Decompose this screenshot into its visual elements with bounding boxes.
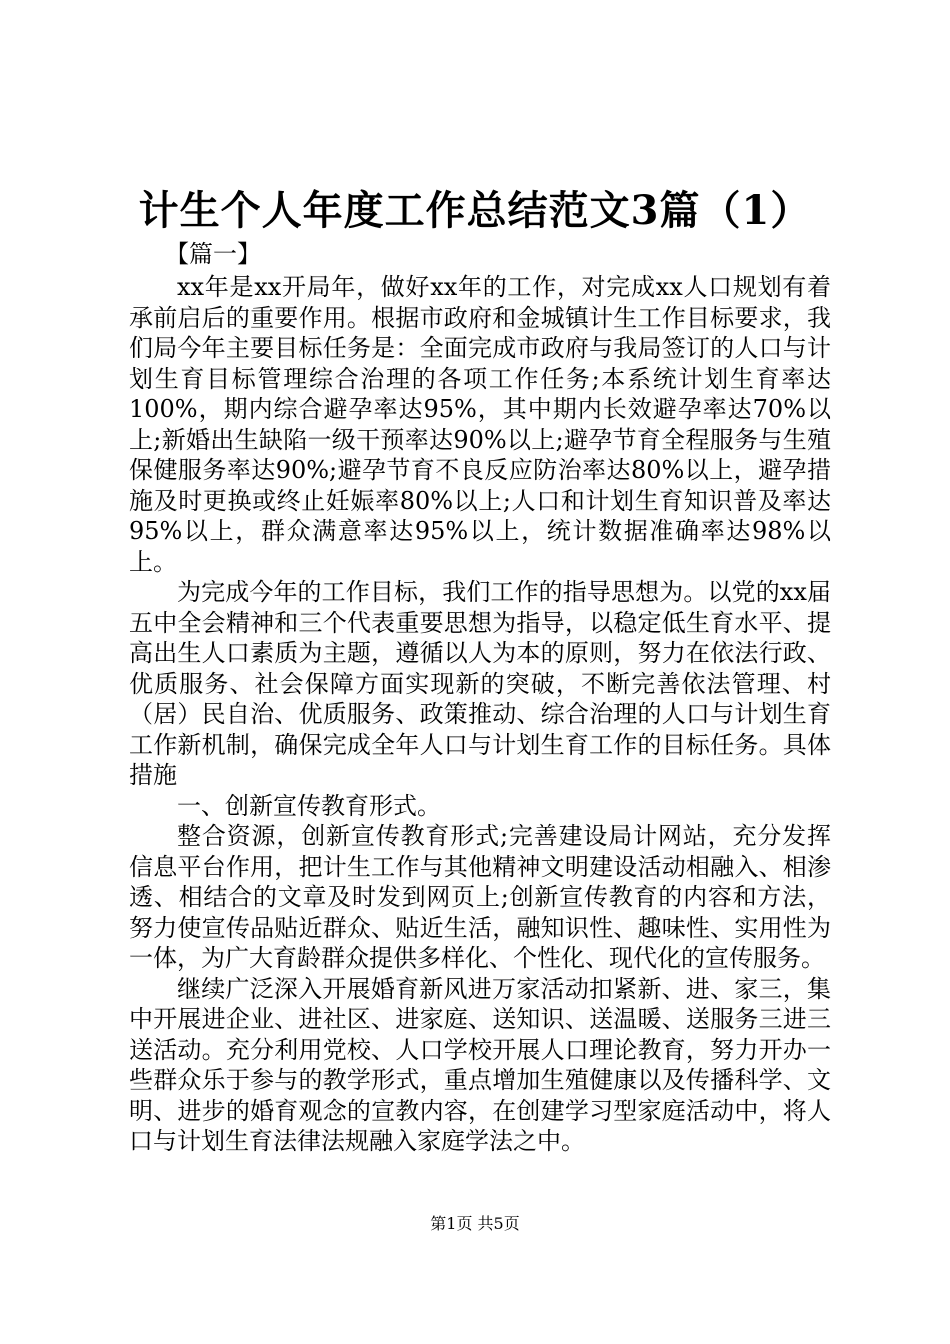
paragraph: 继续广泛深入开展婚育新风进万家活动扣紧新、进、家三，集中开展进企业、进社区、进家庭、送知识、送温暖、送服务三进三送活动。充分利用党校、人口学校开展人口理论教育，努力开办一些群众乐于参与的教学形式，重点增加生殖健康以及传播科学、文明、进步的婚育观念的宣教内容，在创建学习型家庭活动中，将人口与计划生育法律法规融入家庭学法之中。	[129, 974, 831, 1155]
paragraph: 整合资源，创新宣传教育形式;完善建设局计网站，充分发挥信息平台作用，把计生工作与其他精神文明建设活动相融入、相渗透、相结合的文章及时发到网页上;创新宣传教育的内容和方法，努力使宣传品贴近群众、贴近生活，融知识性、趣味性、实用性为一体，为广大育龄群众提供多样化、个性化、现代化的宣传服务。	[129, 822, 831, 972]
paragraph: 为完成今年的工作目标，我们工作的指导思想为。以党的xx届五中全会精神和三个代表重要思想为指导，以稳定低生育水平、提高出生人口素质为主题，遵循以人为本的原则，努力在依法行政、优质服务、社会保障方面实现新的突破，不断完善依法管理、村（居）民自治、优质服务、政策推动、综合治理的人口与计划生育工作新机制，确保完成全年人口与计划生育工作的目标任务。具体措施	[129, 578, 831, 789]
paragraph: xx年是xx开局年，做好xx年的工作，对完成xx人口规划有着承前启后的重要作用。根据市政府和金城镇计生工作目标要求，我们局今年主要目标任务是：全面完成市政府与我局签订的人口与计划生育目标管理综合治理的各项工作任务;本系统计划生育率达100%，期内综合避孕率达95%，其中期内长效避孕率达70%以上;新婚出生缺陷一级干预率达90%以上;避孕节育全程服务与生殖保健服务率达90%;避孕节育不良反应防治率达80%以上，避孕措施及时更换或终止妊娠率80%以上;人口和计划生育知识普及率达95%以上，群众满意率达95%以上，统计数据准确率达98%以上。	[129, 273, 831, 576]
document-title: 计生个人年度工作总结范文3篇（1）	[138, 187, 812, 234]
section-label: 【篇一】	[165, 240, 261, 268]
section-heading: 一、创新宣传教育形式。	[177, 791, 441, 820]
page-footer: 第1页 共5页	[430, 1214, 520, 1233]
document-body	[129, 236, 831, 1157]
